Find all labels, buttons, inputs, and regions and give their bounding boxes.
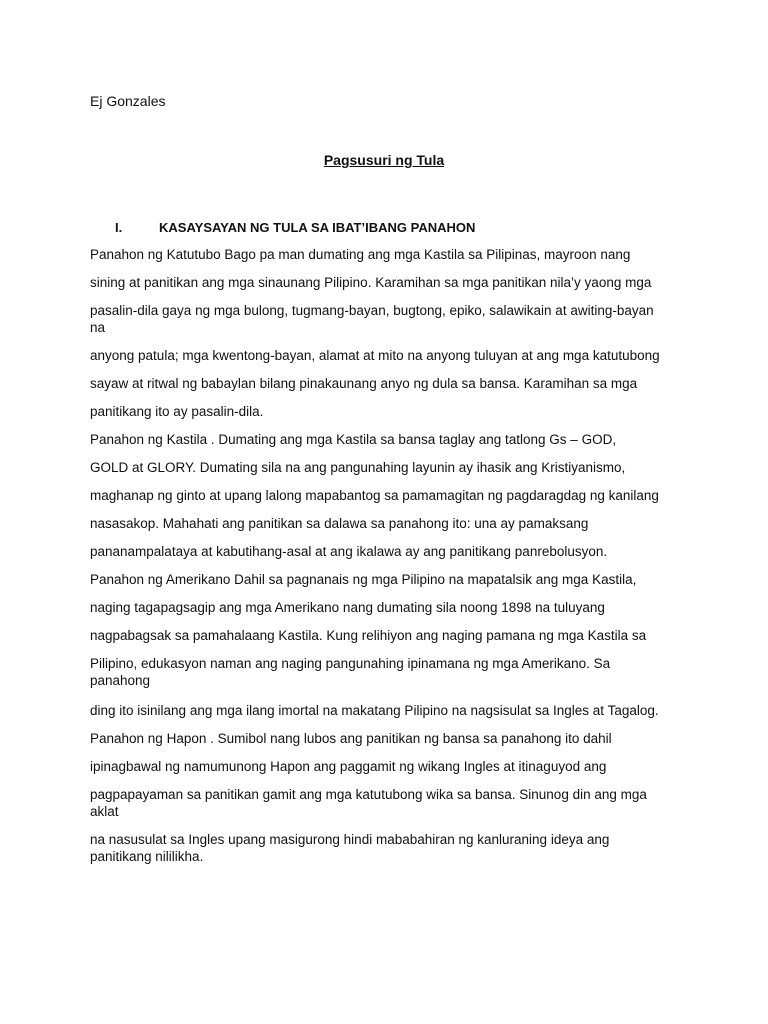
text-line: sining at panitikan ang mga sinaunang Pilipino. Karamihan sa mga panitikan nila’y yaong mga (90, 275, 652, 290)
text-line: Panahon ng Katutubo Bago pa man dumating ang mga Kastila sa Pilipinas, mayroon nang (90, 247, 631, 262)
text-line: sayaw at ritwal ng babaylan bilang pinakaunang anyo ng dula sa bansa. Karamihan sa mga (90, 376, 638, 391)
text-line: GOLD at GLORY. Dumating sila na ang pangunahing layunin ay ihasik ang Kristiyanismo, (90, 460, 626, 475)
section-heading-text: KASAYSAYAN NG TULA SA IBAT’IBANG PANAHON (159, 220, 476, 235)
text-line: Panahon ng Kastila . Dumating ang mga Kastila sa bansa taglay ang tatlong Gs – GOD, (90, 432, 617, 447)
text-line: Pilipino, edukasyon naman ang naging pangunahing ipinamana ng mga Amerikano. Sa (90, 656, 611, 671)
text-line: ipinagbawal ng namumunong Hapon ang paggamit ng wikang Ingles at itinaguyod ang (90, 759, 607, 774)
author-name: Ej Gonzales (90, 93, 166, 109)
text-line: anyong patula; mga kwentong-bayan, alamat at mito na anyong tuluyan at ang mga katutubong (90, 348, 660, 363)
text-line: aklat (90, 804, 119, 819)
text-line: nasasakop. Mahahati ang panitikan sa dalawa sa panahong ito: una ay pamaksang (90, 516, 589, 531)
text-line: pananampalataya at kabutihang-asal at ang ikalawa ay ang panitikang panrebolusyon. (90, 544, 608, 559)
section-number: I. (115, 220, 123, 235)
text-line: nagpabagsak sa pamahalaang Kastila. Kung relihiyon ang naging pamana ng mga Kastila sa (90, 628, 647, 643)
text-line: na nasusulat sa Ingles upang masigurong hindi mababahiran ng kanluraning ideya ang (90, 832, 610, 847)
document-title: Pagsusuri ng Tula (323, 152, 445, 168)
text-line: panahong (90, 673, 151, 688)
text-line: pasalin-dila gaya ng mga bulong, tugmang-bayan, bugtong, epiko, salawikain at awiting-bayan (90, 303, 654, 318)
text-line: maghanap ng ginto at upang lalong mapabantog sa pamamagitan ng pagdaragdag ng kanilang (90, 488, 659, 503)
text-line: panitikang ito ay pasalin-dila. (90, 404, 264, 419)
text-line: ding ito isinilang ang mga ilang imortal na makatang Pilipino na nagsisulat sa Ingles at Tagalog. (90, 703, 659, 718)
text-line: naging tagapagsagip ang mga Amerikano nang dumating sila noong 1898 na tuluyang (90, 600, 605, 615)
text-line: Panahon ng Hapon . Sumibol nang lubos ang panitikan ng bansa sa panahong ito dahil (90, 731, 612, 746)
text-line: Panahon ng Amerikano Dahil sa pagnanais ng mga Pilipino na mapatalsik ang mga Kastila, (90, 572, 637, 587)
text-line: na (90, 320, 106, 335)
text-line: pagpapayaman sa panitikan gamit ang mga katutubong wika sa bansa. Sinunog din ang mga (90, 787, 647, 802)
text-line: panitikang nililikha. (90, 849, 204, 864)
